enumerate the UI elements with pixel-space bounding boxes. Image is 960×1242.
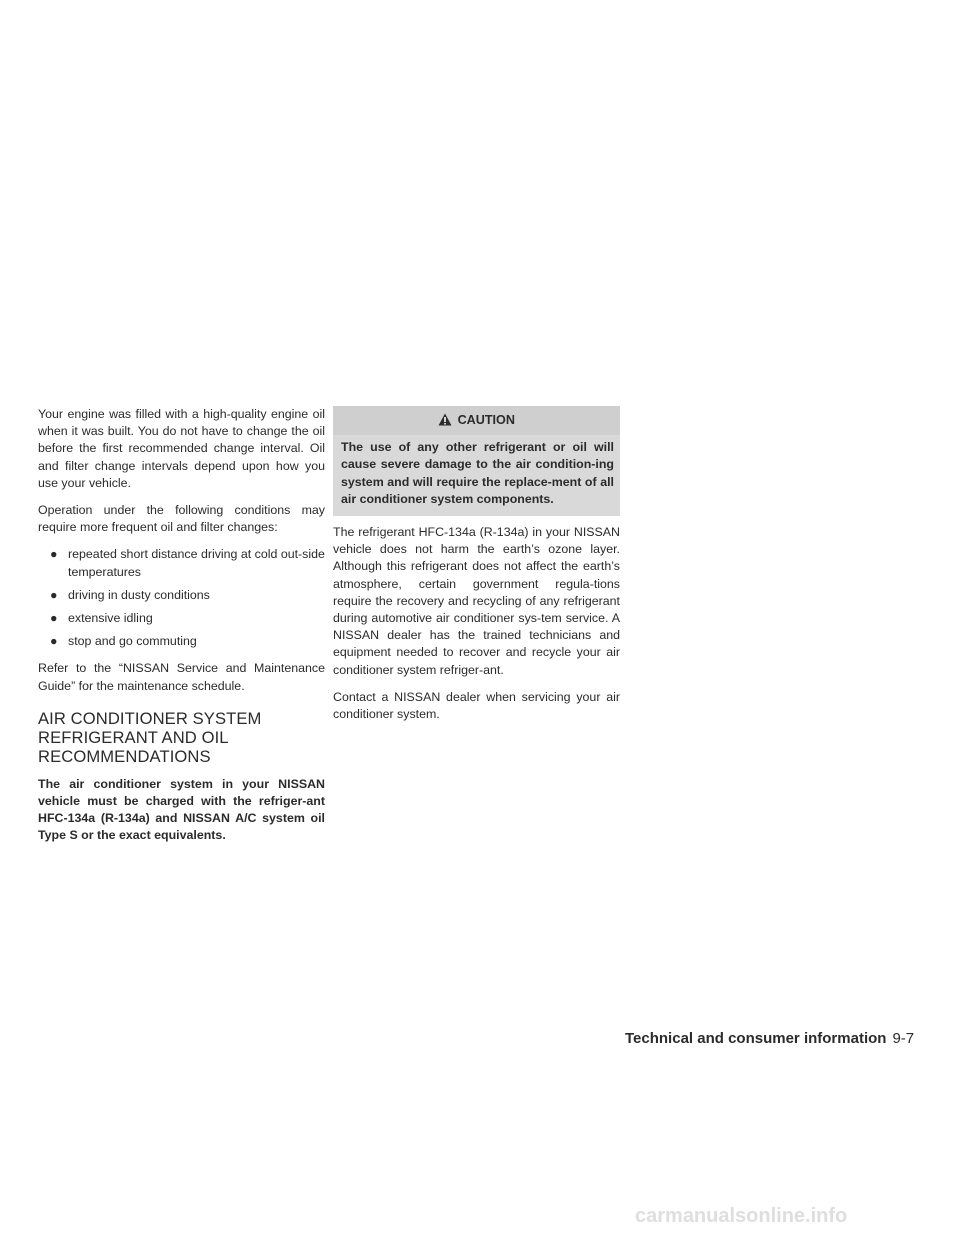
bullet-dot-icon: ● — [50, 587, 58, 602]
warning-triangle-icon — [438, 413, 452, 431]
page-footer — [625, 1030, 914, 1047]
list-item: ● extensive idling — [38, 610, 325, 627]
maintenance-refer: Refer to the “NISSAN Service and Maintenance Guide” for the maintenance schedule. — [38, 661, 325, 693]
section-heading: AIR CONDITIONER SYSTEM REFRIGERANT AND OIL RECOMMENDATIONS — [38, 708, 262, 766]
caution-header — [333, 406, 620, 435]
right-column — [333, 406, 620, 733]
bullet-dot-icon: ● — [50, 611, 58, 626]
bullet-dot-icon: ● — [50, 634, 58, 649]
conditions-list — [38, 546, 325, 650]
refrigerant-info: The refrigerant HFC-134a (R-134a) in your NISSAN vehicle does not harm the earth’s ozone layer. Although this refrigerant does not affect the earth’s atmosphere, certain government regula-tions require the recovery and recycling of any refrigerant during automotive air conditioner sys-tem service. A NISSAN dealer has the trained technicians and equipment needed to recover and recycle your air conditioner system refriger-ant. — [333, 525, 620, 677]
watermark: carmanualsonline.info — [635, 1205, 848, 1227]
contact-dealer: Contact a NISSAN dealer when servicing your air conditioner system. — [333, 689, 620, 722]
caution-box — [333, 406, 620, 516]
caution-text: The use of any other refrigerant or oil will cause severe damage to the air condition-ing system and will require the replace-ment of all air conditioner system components. — [341, 440, 614, 506]
list-item: ● stop and go commuting — [38, 633, 325, 650]
page-number: 9-7 — [892, 1030, 915, 1047]
list-item: ● driving in dusty conditions — [38, 587, 325, 604]
footer-section-title: Technical and consumer information — [625, 1030, 887, 1047]
bullet-dot-icon: ● — [50, 547, 58, 562]
refrigerant-requirement: The air conditioner system in your NISSAN vehicle must be charged with the refriger-ant HFC-134a (R-134a) and NISSAN A/C system oil Type S or the exact equivalents. — [38, 776, 325, 843]
caution-title: CAUTION — [457, 413, 515, 427]
left-column — [38, 406, 325, 855]
engine-oil-intro: Your engine was filled with a high-quality engine oil when it was built. You do not have to change the oil before the first recommended change interval. Oil and filter change intervals depend upon how you use your vehicle. — [38, 407, 325, 490]
conditions-intro: Operation under the following conditions may require more frequent oil and filter changes: — [38, 503, 325, 535]
list-item: ● repeated short distance driving at cold out-side temperatures — [50, 547, 325, 579]
